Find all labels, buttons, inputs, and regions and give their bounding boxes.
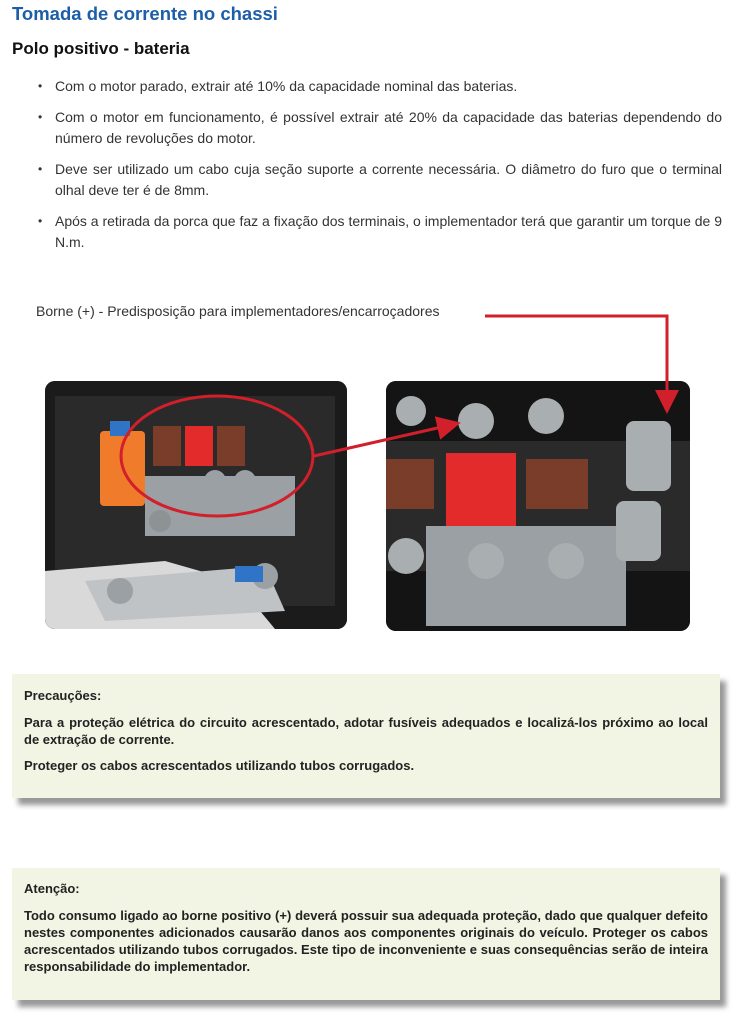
attention-box xyxy=(12,868,720,1000)
bullet-item: • Deve ser utilizado um cabo cuja seção suporte a corrente necessária. O diâmetro do furo que o terminal olhal deve ter é de 8mm. xyxy=(38,159,722,201)
precautions-paragraph: Proteger os cabos acrescentados utilizando tubos corrugados. xyxy=(24,758,415,773)
section-subtitle: Polo positivo - bateria xyxy=(12,39,190,58)
precautions-title: Precauções: xyxy=(24,688,102,703)
precautions-paragraph: Para a proteção elétrica do circuito acrescentado, adotar fusíveis adequados e localizá-los próximo ao local de extração de corrente. xyxy=(24,715,708,747)
attention-title: Atenção: xyxy=(24,881,80,896)
attention-paragraph: Todo consumo ligado ao borne positivo (+) deverá possuir sua adequada proteção, dado que qualquer defeito nestes componentes adicionados causarão danos aos componentes originais do veículo. Proteger os cabos acrescentados utilizando tubos corrugados. Este tipo de inconveniente e suas consequências serão de inteira responsabilidade do implementador. xyxy=(24,908,708,974)
precautions-box xyxy=(12,674,720,798)
bullet-item: • Após a retirada da porca que faz a fixação dos terminais, o implementador terá que garantir um torque de 9 N.m. xyxy=(38,211,722,253)
figure-caption: Borne (+) - Predisposição para implementadores/encarroçadores xyxy=(36,303,440,319)
bullet-item: • Com o motor parado, extrair até 10% da capacidade nominal das baterias. xyxy=(38,76,722,97)
page-title: Tomada de corrente no chassi xyxy=(12,3,278,24)
bullet-item: • Com o motor em funcionamento, é possível extrair até 20% da capacidade das baterias dependendo do número de revoluções do motor. xyxy=(38,107,722,149)
